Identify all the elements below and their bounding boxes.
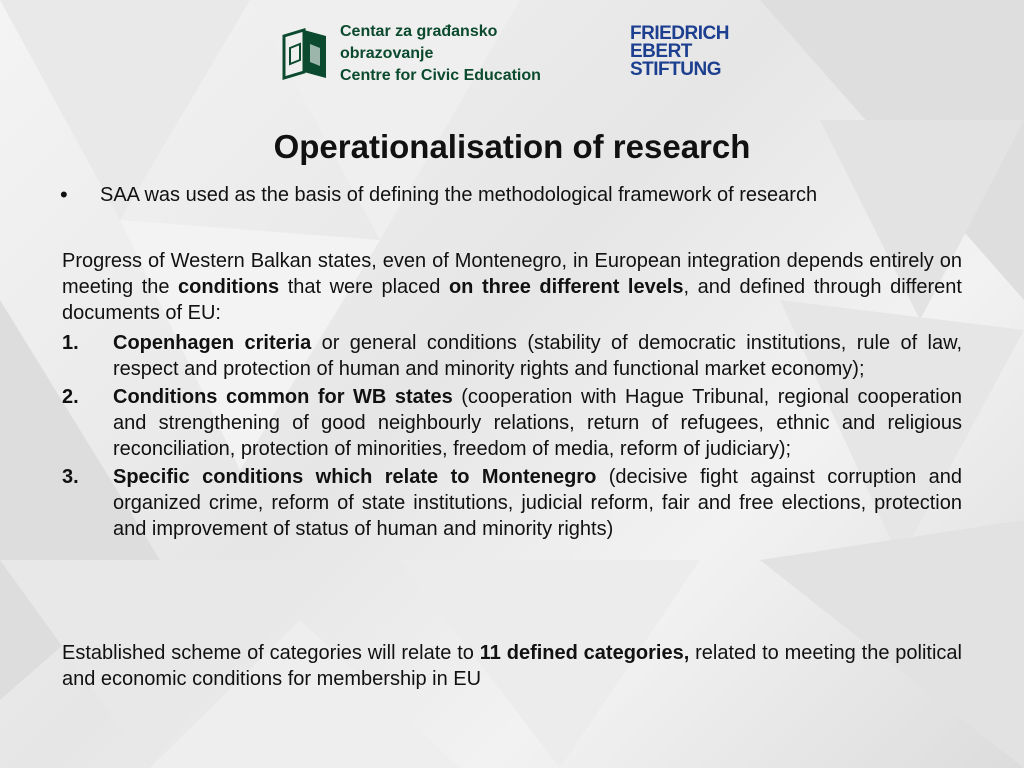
list-number: 1.: [62, 332, 79, 354]
list-item: [62, 464, 962, 542]
intro-bold-1: conditions: [178, 276, 280, 298]
conclusion-text-2: related to meeting the political and economic conditions for membership in EU: [62, 642, 962, 690]
conclusion-paragraph: [62, 640, 962, 692]
list-item-bold: Conditions common for WB states: [113, 386, 453, 408]
list-number: 3.: [62, 466, 79, 488]
fes-logo-line2: EBERT: [630, 41, 692, 62]
intro-bold-2: on three different levels: [448, 276, 684, 298]
list-item-bold: Specific conditions which relate to Montenegro: [113, 466, 597, 488]
list-item-bold: Copenhagen criteria: [113, 332, 312, 354]
fes-logo-line1: FRIEDRICH: [630, 23, 729, 44]
conditions-list: [62, 330, 962, 544]
fes-logo: [630, 25, 746, 81]
bullet-text: SAA was used as the basis of defining the methodological framework of research: [100, 184, 818, 206]
intro-paragraph: [62, 248, 962, 326]
bullet-dot: •: [60, 182, 68, 207]
intro-text-2: that were placed: [279, 276, 449, 298]
conclusion-text-1: Established scheme of categories will relate to: [62, 642, 480, 664]
conclusion-bold: 11 defined categories,: [479, 642, 690, 664]
cce-logo-line2: Centre for Civic Education: [340, 67, 541, 84]
fes-logo-line3: STIFTUNG: [630, 59, 721, 80]
list-item-text: or general conditions (stability of democratic institutions, rule of law, respect and protection of human and minority rights and functional market economy);: [113, 332, 962, 380]
intro-text-1: Progress of Western Balkan states, even of Montenegro, in European integration depends entirely on meeting the: [62, 250, 962, 298]
list-item: [62, 330, 962, 382]
book-icon: [280, 26, 334, 82]
list-number: 2.: [62, 386, 79, 408]
list-item-text: (decisive fight against corruption and organized crime, reform of state institutions, judicial reform, fair and free elections, protection and improvement of status of human and minority rights): [113, 466, 962, 540]
list-item-text: (cooperation with Hague Tribunal, regional cooperation and strengthening of good neighbourly relations, return of refugees, ethnic and religious reconciliation, protection of minorities, freedom of media, reform of judiciary);: [113, 386, 962, 460]
intro-text-3: , and defined through different documents of EU:: [62, 276, 962, 324]
slide-title: Operationalisation of research: [273, 128, 751, 165]
cce-logo: [280, 24, 580, 84]
list-item: [62, 384, 962, 462]
cce-logo-line1: Centar za građansko obrazovanje: [340, 23, 498, 62]
